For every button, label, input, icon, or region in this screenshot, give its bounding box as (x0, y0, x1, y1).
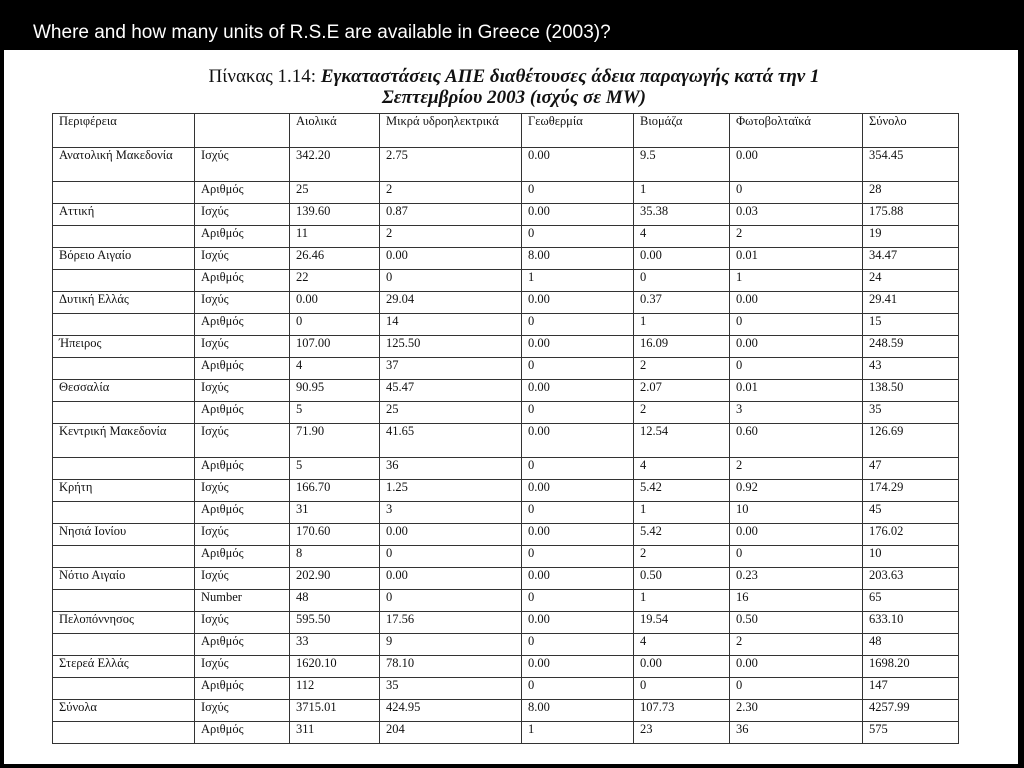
cell-metric: Ισχύς (195, 336, 290, 358)
table-header-row (53, 114, 959, 148)
table-row (53, 590, 959, 612)
cell-wind: 11 (290, 226, 380, 248)
cell-wind: 4 (290, 358, 380, 380)
cell-small-hydro: 25 (380, 402, 522, 424)
slide-title-bar (0, 0, 1024, 50)
header-cell-photovoltaic: Φωτοβολταϊκά (730, 114, 863, 148)
table-row (53, 700, 959, 722)
cell-metric: Αριθμός (195, 314, 290, 336)
table-row (53, 314, 959, 336)
table-row (53, 148, 959, 182)
cell-wind: 0 (290, 314, 380, 336)
cell-small-hydro: 0.00 (380, 568, 522, 590)
cell-photovoltaic: 0.00 (730, 148, 863, 182)
cell-photovoltaic: 0.23 (730, 568, 863, 590)
cell-small-hydro: 125.50 (380, 336, 522, 358)
table-row (53, 270, 959, 292)
cell-geothermal: 1 (522, 270, 634, 292)
cell-biomass: 12.54 (634, 424, 730, 458)
cell-metric: Ισχύς (195, 248, 290, 270)
table-row (53, 678, 959, 700)
cell-small-hydro: 0 (380, 546, 522, 568)
cell-photovoltaic: 0.60 (730, 424, 863, 458)
cell-biomass: 2 (634, 358, 730, 380)
cell-biomass: 35.38 (634, 204, 730, 226)
cell-total: 47 (863, 458, 959, 480)
cell-metric: Ισχύς (195, 148, 290, 182)
cell-region: Κεντρική Μακεδονία (53, 424, 195, 458)
cell-biomass: 1 (634, 502, 730, 524)
cell-region (53, 502, 195, 524)
slide-content (4, 50, 1018, 764)
table-row (53, 656, 959, 678)
cell-total: 1698.20 (863, 656, 959, 678)
cell-geothermal: 8.00 (522, 248, 634, 270)
cell-region (53, 634, 195, 656)
cell-photovoltaic: 0 (730, 678, 863, 700)
cell-photovoltaic: 0.01 (730, 248, 863, 270)
table-row (53, 502, 959, 524)
cell-metric: Ισχύς (195, 568, 290, 590)
table-row (53, 546, 959, 568)
cell-wind: 3715.01 (290, 700, 380, 722)
cell-geothermal: 0.00 (522, 480, 634, 502)
cell-biomass: 1 (634, 182, 730, 204)
cell-metric: Ισχύς (195, 656, 290, 678)
table-row (53, 248, 959, 270)
cell-wind: 311 (290, 722, 380, 744)
cell-biomass: 0.00 (634, 248, 730, 270)
cell-region: Ήπειρος (53, 336, 195, 358)
cell-small-hydro: 0 (380, 590, 522, 612)
cell-region (53, 358, 195, 380)
cell-geothermal: 0 (522, 502, 634, 524)
cell-wind: 26.46 (290, 248, 380, 270)
header-cell-small-hydro: Μικρά υδροηλεκτρικά (380, 114, 522, 148)
cell-wind: 202.90 (290, 568, 380, 590)
cell-small-hydro: 41.65 (380, 424, 522, 458)
cell-region (53, 402, 195, 424)
cell-total: 4257.99 (863, 700, 959, 722)
cell-wind: 5 (290, 402, 380, 424)
cell-total: 248.59 (863, 336, 959, 358)
cell-total: 24 (863, 270, 959, 292)
cell-photovoltaic: 0.00 (730, 524, 863, 546)
cell-total: 35 (863, 402, 959, 424)
cell-metric: Number (195, 590, 290, 612)
cell-biomass: 2 (634, 546, 730, 568)
header-cell-wind: Αιολικά (290, 114, 380, 148)
cell-total: 147 (863, 678, 959, 700)
cell-wind: 139.60 (290, 204, 380, 226)
table-row (53, 634, 959, 656)
cell-photovoltaic: 3 (730, 402, 863, 424)
cell-total: 354.45 (863, 148, 959, 182)
cell-small-hydro: 29.04 (380, 292, 522, 314)
cell-geothermal: 0.00 (522, 656, 634, 678)
cell-wind: 8 (290, 546, 380, 568)
cell-region (53, 314, 195, 336)
cell-photovoltaic: 36 (730, 722, 863, 744)
cell-geothermal: 0 (522, 182, 634, 204)
header-cell-region: Περιφέρεια (53, 114, 195, 148)
cell-metric: Αριθμός (195, 226, 290, 248)
cell-geothermal: 0 (522, 402, 634, 424)
cell-total: 43 (863, 358, 959, 380)
cell-small-hydro: 35 (380, 678, 522, 700)
cell-small-hydro: 424.95 (380, 700, 522, 722)
cell-metric: Αριθμός (195, 358, 290, 380)
cell-geothermal: 1 (522, 722, 634, 744)
cell-photovoltaic: 0.00 (730, 292, 863, 314)
table-row (53, 480, 959, 502)
cell-small-hydro: 0.00 (380, 524, 522, 546)
cell-region: Βόρειο Αιγαίο (53, 248, 195, 270)
cell-total: 19 (863, 226, 959, 248)
table-row (53, 568, 959, 590)
cell-wind: 1620.10 (290, 656, 380, 678)
cell-small-hydro: 3 (380, 502, 522, 524)
cell-geothermal: 0.00 (522, 204, 634, 226)
cell-total: 575 (863, 722, 959, 744)
cell-region (53, 546, 195, 568)
cell-photovoltaic: 0.50 (730, 612, 863, 634)
cell-region: Θεσσαλία (53, 380, 195, 402)
cell-biomass: 2 (634, 402, 730, 424)
table-row (53, 292, 959, 314)
cell-wind: 166.70 (290, 480, 380, 502)
cell-metric: Ισχύς (195, 292, 290, 314)
cell-total: 29.41 (863, 292, 959, 314)
cell-photovoltaic: 0.92 (730, 480, 863, 502)
table-caption-line2: Σεπτεμβρίου 2003 (ισχύς σε MW) (382, 87, 646, 108)
cell-small-hydro: 17.56 (380, 612, 522, 634)
cell-metric: Αριθμός (195, 270, 290, 292)
cell-total: 138.50 (863, 380, 959, 402)
cell-region: Ανατολική Μακεδονία (53, 148, 195, 182)
cell-biomass: 1 (634, 590, 730, 612)
cell-wind: 25 (290, 182, 380, 204)
table-caption-label: Πίνακας 1.14: (208, 66, 317, 87)
cell-region (53, 270, 195, 292)
cell-biomass: 5.42 (634, 524, 730, 546)
cell-geothermal: 0 (522, 314, 634, 336)
cell-biomass: 107.73 (634, 700, 730, 722)
table-caption (64, 66, 964, 108)
cell-small-hydro: 0 (380, 270, 522, 292)
cell-photovoltaic: 0.00 (730, 336, 863, 358)
cell-wind: 0.00 (290, 292, 380, 314)
cell-biomass: 5.42 (634, 480, 730, 502)
cell-metric: Αριθμός (195, 678, 290, 700)
cell-metric: Αριθμός (195, 182, 290, 204)
cell-biomass: 4 (634, 226, 730, 248)
cell-photovoltaic: 0 (730, 358, 863, 380)
cell-small-hydro: 2 (380, 226, 522, 248)
cell-biomass: 23 (634, 722, 730, 744)
cell-wind: 31 (290, 502, 380, 524)
cell-metric: Αριθμός (195, 722, 290, 744)
cell-geothermal: 0 (522, 678, 634, 700)
cell-metric: Αριθμός (195, 458, 290, 480)
cell-wind: 170.60 (290, 524, 380, 546)
cell-photovoltaic: 2 (730, 226, 863, 248)
cell-metric: Ισχύς (195, 480, 290, 502)
cell-biomass: 9.5 (634, 148, 730, 182)
cell-metric: Ισχύς (195, 524, 290, 546)
cell-photovoltaic: 0.01 (730, 380, 863, 402)
cell-photovoltaic: 0.03 (730, 204, 863, 226)
cell-region: Νότιο Αιγαίο (53, 568, 195, 590)
cell-biomass: 0 (634, 678, 730, 700)
table-row (53, 226, 959, 248)
cell-total: 15 (863, 314, 959, 336)
cell-total: 203.63 (863, 568, 959, 590)
cell-geothermal: 0 (522, 458, 634, 480)
cell-biomass: 4 (634, 458, 730, 480)
cell-biomass: 4 (634, 634, 730, 656)
cell-geothermal: 0.00 (522, 612, 634, 634)
cell-wind: 342.20 (290, 148, 380, 182)
cell-small-hydro: 0.00 (380, 248, 522, 270)
cell-geothermal: 0 (522, 546, 634, 568)
cell-wind: 112 (290, 678, 380, 700)
cell-geothermal: 0.00 (522, 568, 634, 590)
cell-region (53, 678, 195, 700)
cell-wind: 33 (290, 634, 380, 656)
cell-region: Κρήτη (53, 480, 195, 502)
header-cell-biomass: Βιομάζα (634, 114, 730, 148)
cell-wind: 22 (290, 270, 380, 292)
table-row (53, 358, 959, 380)
cell-biomass: 0.00 (634, 656, 730, 678)
cell-total: 48 (863, 634, 959, 656)
cell-region (53, 722, 195, 744)
cell-wind: 5 (290, 458, 380, 480)
cell-region: Νησιά Ιονίου (53, 524, 195, 546)
cell-metric: Αριθμός (195, 502, 290, 524)
table-row (53, 204, 959, 226)
cell-total: 45 (863, 502, 959, 524)
cell-biomass: 0.50 (634, 568, 730, 590)
cell-region: Στερεά Ελλάς (53, 656, 195, 678)
cell-small-hydro: 78.10 (380, 656, 522, 678)
cell-small-hydro: 37 (380, 358, 522, 380)
cell-region: Πελοπόννησος (53, 612, 195, 634)
cell-biomass: 0.37 (634, 292, 730, 314)
cell-region: Δυτική Ελλάς (53, 292, 195, 314)
table-row (53, 722, 959, 744)
cell-small-hydro: 204 (380, 722, 522, 744)
cell-photovoltaic: 2 (730, 458, 863, 480)
table-row (53, 380, 959, 402)
cell-biomass: 16.09 (634, 336, 730, 358)
cell-photovoltaic: 16 (730, 590, 863, 612)
cell-total: 633.10 (863, 612, 959, 634)
cell-small-hydro: 14 (380, 314, 522, 336)
cell-geothermal: 0.00 (522, 336, 634, 358)
cell-photovoltaic: 0 (730, 546, 863, 568)
table-row (53, 336, 959, 358)
cell-region: Αττική (53, 204, 195, 226)
cell-geothermal: 0 (522, 590, 634, 612)
cell-wind: 90.95 (290, 380, 380, 402)
cell-photovoltaic: 0 (730, 314, 863, 336)
header-cell-total: Σύνολο (863, 114, 959, 148)
cell-metric: Ισχύς (195, 380, 290, 402)
cell-photovoltaic: 2 (730, 634, 863, 656)
cell-biomass: 0 (634, 270, 730, 292)
header-cell-geothermal: Γεωθερμία (522, 114, 634, 148)
cell-small-hydro: 2 (380, 182, 522, 204)
cell-photovoltaic: 0.00 (730, 656, 863, 678)
cell-region (53, 226, 195, 248)
cell-metric: Αριθμός (195, 546, 290, 568)
cell-wind: 71.90 (290, 424, 380, 458)
cell-region: Σύνολα (53, 700, 195, 722)
cell-biomass: 1 (634, 314, 730, 336)
cell-region (53, 458, 195, 480)
cell-geothermal: 0.00 (522, 380, 634, 402)
cell-geothermal: 0 (522, 634, 634, 656)
table-row (53, 182, 959, 204)
table-row (53, 402, 959, 424)
header-cell-metric (195, 114, 290, 148)
cell-total: 65 (863, 590, 959, 612)
cell-biomass: 2.07 (634, 380, 730, 402)
cell-geothermal: 0.00 (522, 424, 634, 458)
cell-small-hydro: 36 (380, 458, 522, 480)
cell-total: 176.02 (863, 524, 959, 546)
cell-small-hydro: 45.47 (380, 380, 522, 402)
cell-total: 34.47 (863, 248, 959, 270)
cell-geothermal: 0.00 (522, 292, 634, 314)
cell-geothermal: 8.00 (522, 700, 634, 722)
cell-small-hydro: 0.87 (380, 204, 522, 226)
cell-geothermal: 0 (522, 226, 634, 248)
res-installations-table (52, 113, 959, 744)
cell-wind: 48 (290, 590, 380, 612)
cell-metric: Ισχύς (195, 424, 290, 458)
cell-metric: Ισχύς (195, 204, 290, 226)
cell-photovoltaic: 10 (730, 502, 863, 524)
cell-total: 175.88 (863, 204, 959, 226)
cell-small-hydro: 9 (380, 634, 522, 656)
cell-metric: Ισχύς (195, 700, 290, 722)
cell-geothermal: 0.00 (522, 148, 634, 182)
cell-total: 126.69 (863, 424, 959, 458)
cell-total: 28 (863, 182, 959, 204)
cell-wind: 107.00 (290, 336, 380, 358)
cell-region (53, 590, 195, 612)
cell-small-hydro: 2.75 (380, 148, 522, 182)
cell-photovoltaic: 2.30 (730, 700, 863, 722)
cell-region (53, 182, 195, 204)
table-row (53, 424, 959, 458)
cell-biomass: 19.54 (634, 612, 730, 634)
cell-metric: Ισχύς (195, 612, 290, 634)
table-row (53, 524, 959, 546)
cell-wind: 595.50 (290, 612, 380, 634)
cell-photovoltaic: 1 (730, 270, 863, 292)
table-row (53, 458, 959, 480)
cell-geothermal: 0.00 (522, 524, 634, 546)
table-row (53, 612, 959, 634)
cell-metric: Αριθμός (195, 402, 290, 424)
cell-geothermal: 0 (522, 358, 634, 380)
table-caption-line1: Εγκαταστάσεις ΑΠΕ διαθέτουσες άδεια παραγωγής κατά την 1 (320, 66, 820, 87)
cell-metric: Αριθμός (195, 634, 290, 656)
cell-total: 10 (863, 546, 959, 568)
cell-total: 174.29 (863, 480, 959, 502)
cell-photovoltaic: 0 (730, 182, 863, 204)
slide-title: Where and how many units of R.S.E are available in Greece (2003)? (33, 22, 611, 43)
cell-small-hydro: 1.25 (380, 480, 522, 502)
